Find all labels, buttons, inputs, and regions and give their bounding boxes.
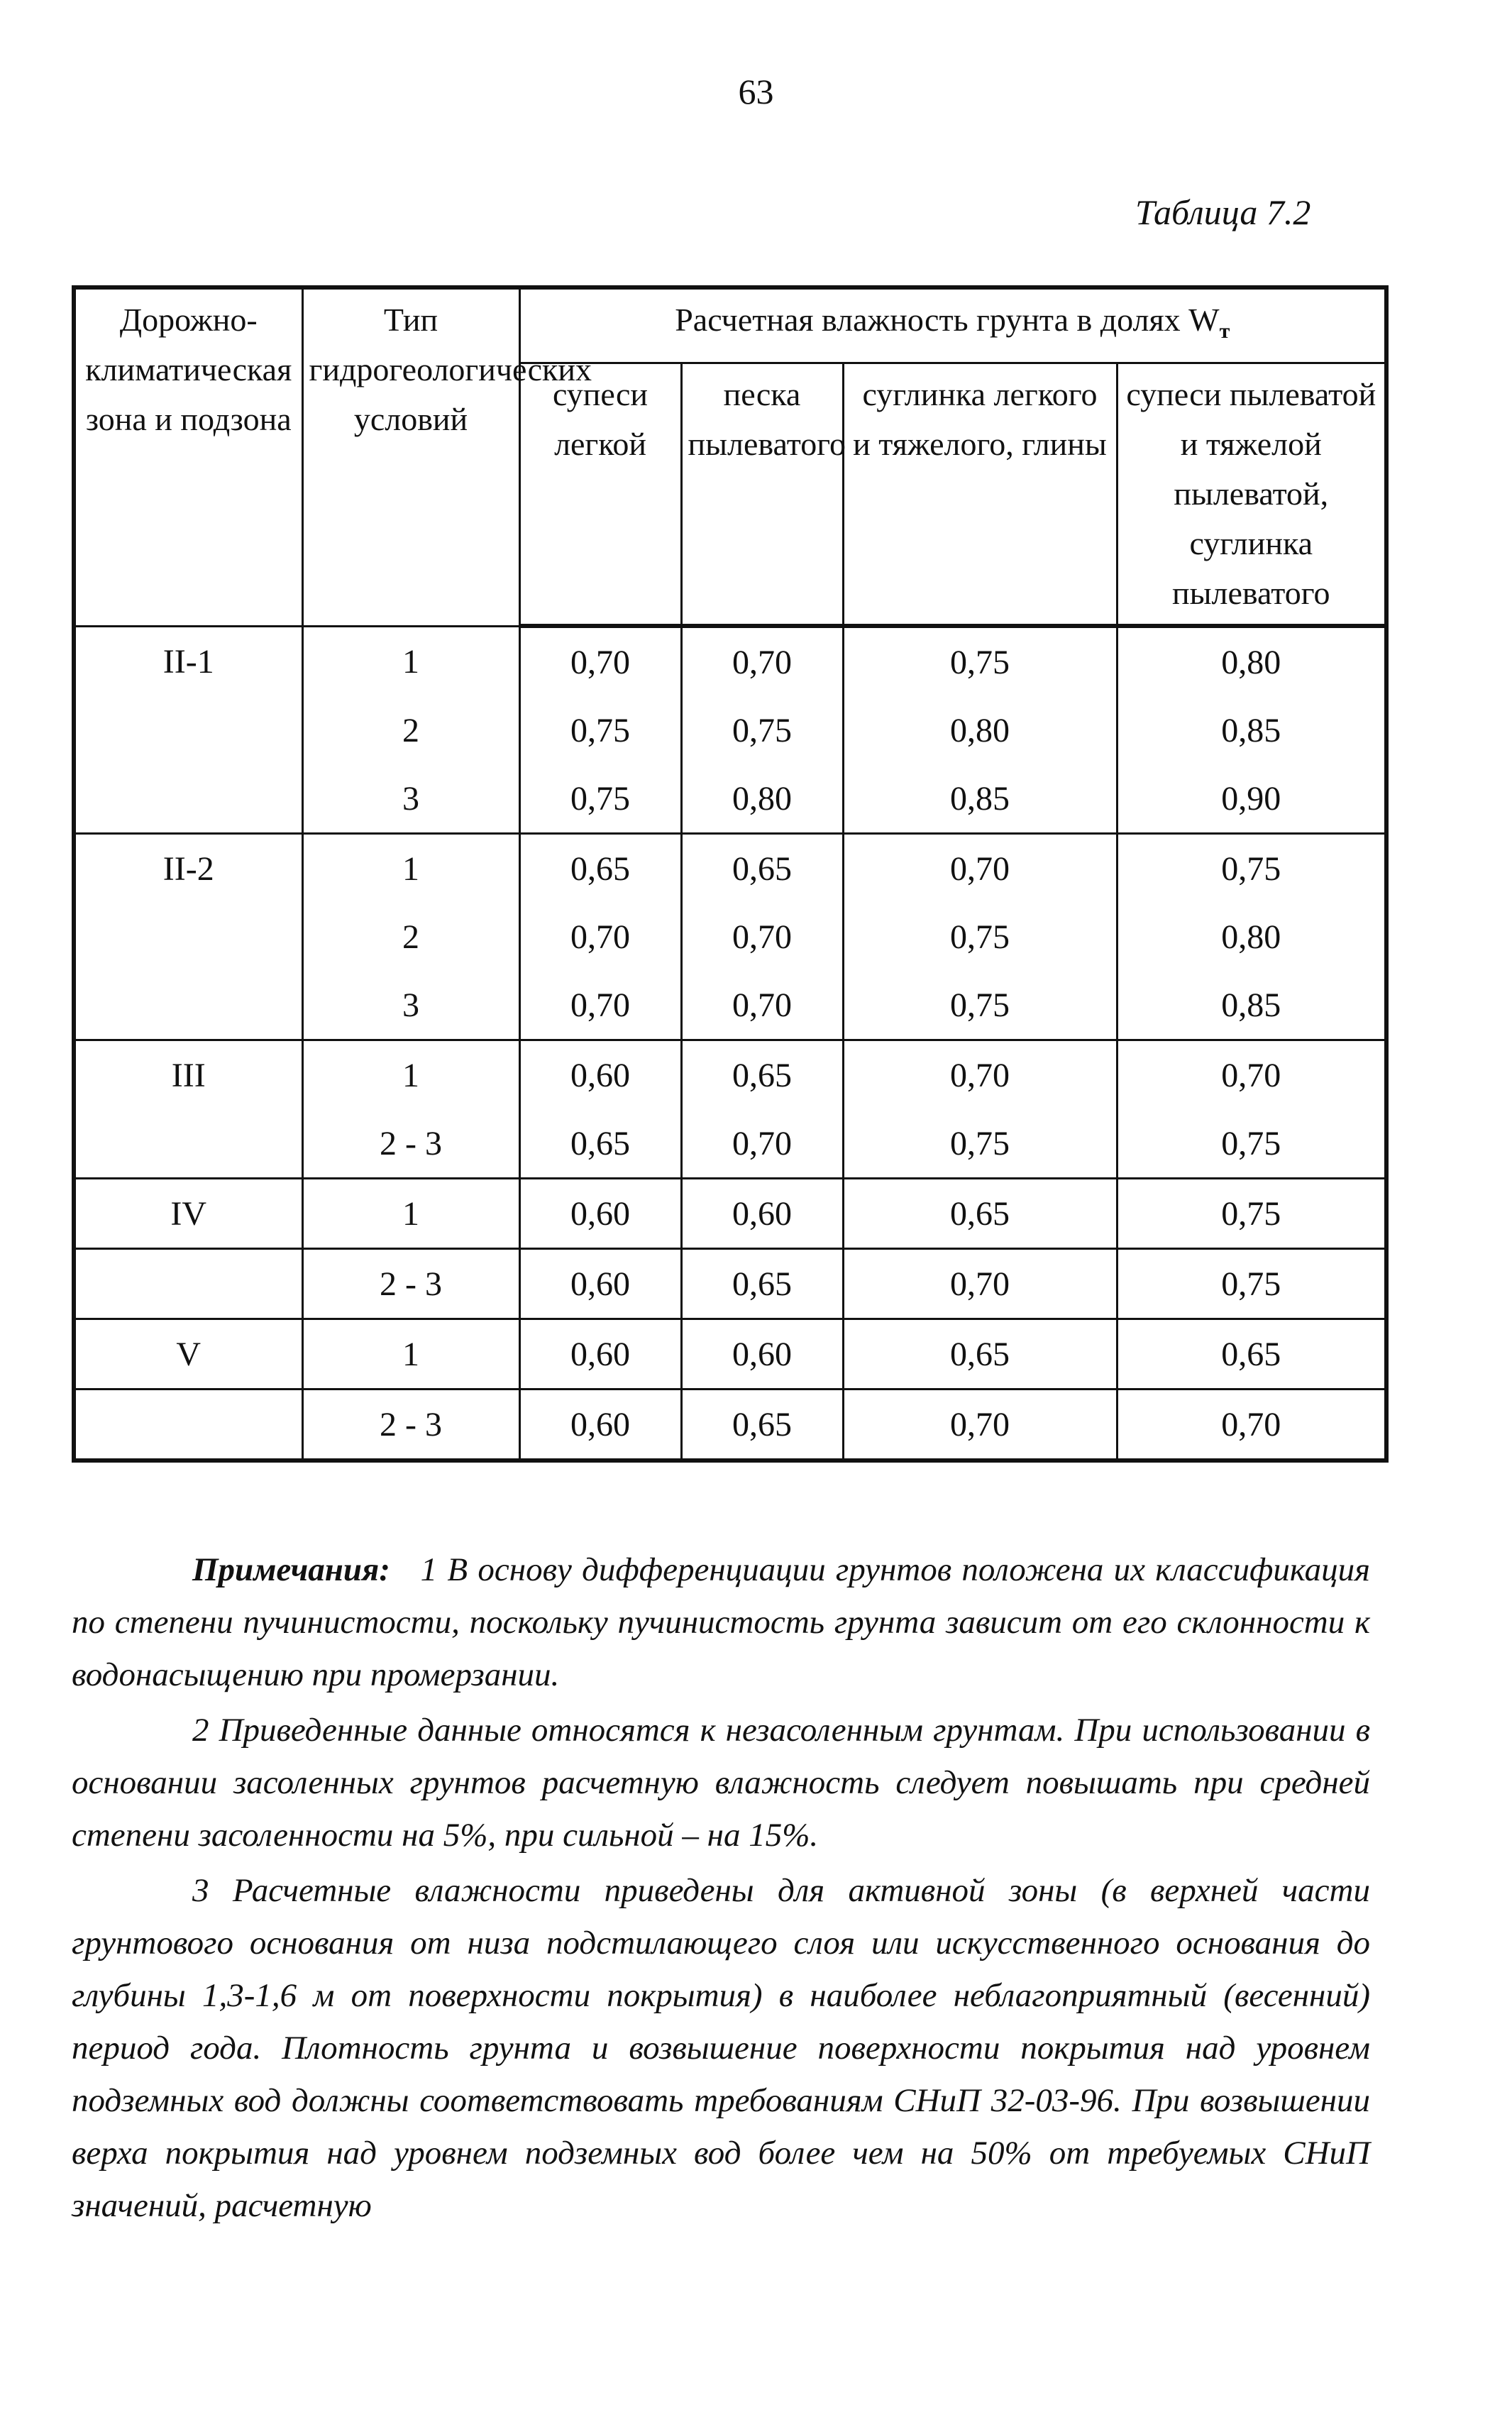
cell-hydro-type: 2 - 3 — [302, 1390, 519, 1461]
cell-sandy-loam-light: 0,65 — [519, 1109, 681, 1179]
cell-hydro-type: 1 — [302, 1179, 519, 1249]
cell-loam-clay: 0,75 — [843, 971, 1117, 1040]
cell-zone: II-1 — [74, 626, 302, 696]
cell-zone — [74, 764, 302, 834]
cell-sandy-loam-light: 0,70 — [519, 626, 681, 696]
cell-loam-clay: 0,70 — [843, 1249, 1117, 1319]
cell-silty-sand: 0,70 — [681, 626, 843, 696]
cell-hydro-type: 2 — [302, 696, 519, 764]
cell-sandy-loam-light: 0,60 — [519, 1390, 681, 1461]
cell-sandy-loam-light: 0,65 — [519, 834, 681, 903]
cell-sandy-loam-light: 0,60 — [519, 1319, 681, 1390]
note-1-text: 1 В основу дифференциации грунтов положена их классификация по степени пучинистости, поскольку пучинистость грунта зависит от его склонности к водонасыщению при промерзании. — [72, 1551, 1371, 1693]
table-row — [74, 1319, 1386, 1390]
cell-zone — [74, 1390, 302, 1461]
cell-zone: III — [74, 1040, 302, 1110]
cell-silty-sand: 0,65 — [681, 1249, 843, 1319]
cell-sandy-loam-light: 0,70 — [519, 903, 681, 971]
cell-silty-sandy-loam: 0,85 — [1117, 696, 1386, 764]
cell-zone: IV — [74, 1179, 302, 1249]
table-row — [74, 1109, 1386, 1179]
cell-loam-clay: 0,70 — [843, 1390, 1117, 1461]
cell-zone — [74, 1109, 302, 1179]
cell-loam-clay: 0,75 — [843, 1109, 1117, 1179]
cell-silty-sand: 0,65 — [681, 834, 843, 903]
header-zone: Дорожно-климатическая зона и подзона — [74, 287, 302, 626]
cell-silty-sandy-loam: 0,75 — [1117, 834, 1386, 903]
cell-silty-sand: 0,70 — [681, 903, 843, 971]
cell-silty-sand: 0,65 — [681, 1390, 843, 1461]
cell-loam-clay: 0,75 — [843, 626, 1117, 696]
cell-zone — [74, 696, 302, 764]
cell-zone: II-2 — [74, 834, 302, 903]
cell-zone — [74, 1249, 302, 1319]
cell-silty-sandy-loam: 0,75 — [1117, 1249, 1386, 1319]
cell-silty-sandy-loam: 0,80 — [1117, 903, 1386, 971]
cell-loam-clay: 0,70 — [843, 834, 1117, 903]
cell-sandy-loam-light: 0,75 — [519, 764, 681, 834]
cell-silty-sandy-loam: 0,70 — [1117, 1040, 1386, 1110]
cell-silty-sand: 0,75 — [681, 696, 843, 764]
cell-loam-clay: 0,65 — [843, 1319, 1117, 1390]
header-moisture-group — [519, 287, 1386, 363]
cell-sandy-loam-light: 0,60 — [519, 1040, 681, 1110]
cell-silty-sand: 0,70 — [681, 971, 843, 1040]
cell-hydro-type: 1 — [302, 1040, 519, 1110]
cell-loam-clay: 0,85 — [843, 764, 1117, 834]
cell-loam-clay: 0,80 — [843, 696, 1117, 764]
cell-loam-clay: 0,75 — [843, 903, 1117, 971]
notes-label: Примечания: — [192, 1551, 390, 1588]
cell-hydro-type: 1 — [302, 626, 519, 696]
table-row — [74, 1179, 1386, 1249]
cell-silty-sandy-loam: 0,70 — [1117, 1390, 1386, 1461]
cell-zone — [74, 971, 302, 1040]
cell-sandy-loam-light: 0,60 — [519, 1249, 681, 1319]
cell-silty-sandy-loam: 0,80 — [1117, 626, 1386, 696]
cell-hydro-type: 2 - 3 — [302, 1249, 519, 1319]
cell-hydro-type: 2 — [302, 903, 519, 971]
header-loam-clay: суглинка легкого и тяжелого, глины — [843, 363, 1117, 627]
cell-silty-sandy-loam: 0,65 — [1117, 1319, 1386, 1390]
cell-silty-sandy-loam: 0,75 — [1117, 1179, 1386, 1249]
cell-sandy-loam-light: 0,60 — [519, 1179, 681, 1249]
cell-silty-sand: 0,60 — [681, 1179, 843, 1249]
table-row — [74, 696, 1386, 764]
cell-silty-sand: 0,70 — [681, 1109, 843, 1179]
header-moisture-group-text: Расчетная влажность грунта в долях W — [675, 302, 1220, 338]
table-row — [74, 1390, 1386, 1461]
cell-zone: V — [74, 1319, 302, 1390]
table-row — [74, 903, 1386, 971]
notes — [72, 1544, 1370, 2235]
table-row — [74, 626, 1386, 696]
header-sandy-loam-light: супеси легкой — [519, 363, 681, 627]
cell-silty-sandy-loam: 0,90 — [1117, 764, 1386, 834]
cell-silty-sandy-loam: 0,85 — [1117, 971, 1386, 1040]
note-3: 3 Расчетные влажности приведены для активной зоны (в верхней части грунтового основания от низа подстилающего слоя или искусственного основания до глубины 1,3-1,6 м от поверхности покрытия) в наиболее неблагоприятный (весенний) период года. Плотность грунта и возвышение поверхности покрытия над уровнем подземных вод должны соответствовать требованиям СНиП 32-03-96. При возвышении верха покрытия над уровнем подземных вод более чем на 50% от требуемых СНиП значений, расчетную — [72, 1872, 1370, 2224]
header-silty-sandy-loam: супеси пылеватой и тяжелой пылеватой, суглинка пылеватого — [1117, 363, 1386, 627]
table-row — [74, 1040, 1386, 1110]
cell-hydro-type: 3 — [302, 764, 519, 834]
header-hydro-type: Тип гидрогеологических условий — [302, 287, 519, 626]
cell-hydro-type: 3 — [302, 971, 519, 1040]
cell-hydro-type: 1 — [302, 1319, 519, 1390]
cell-loam-clay: 0,65 — [843, 1179, 1117, 1249]
cell-silty-sand: 0,80 — [681, 764, 843, 834]
table-row — [74, 1249, 1386, 1319]
cell-loam-clay: 0,70 — [843, 1040, 1117, 1110]
cell-sandy-loam-light: 0,75 — [519, 696, 681, 764]
cell-silty-sand: 0,60 — [681, 1319, 843, 1390]
note-2: 2 Приведенные данные относятся к незасоленным грунтам. При использовании в основании засоленных грунтов расчетную влажность следует повышать при средней степени засоленности на 5%, при сильной – на 15%. — [72, 1712, 1370, 1854]
table-row — [74, 764, 1386, 834]
header-moisture-subscript: т — [1219, 319, 1230, 343]
cell-hydro-type: 1 — [302, 834, 519, 903]
cell-sandy-loam-light: 0,70 — [519, 971, 681, 1040]
note-1 — [72, 1544, 1370, 1701]
header-silty-sand: песка пылеватого — [681, 363, 843, 627]
table-body — [74, 626, 1386, 1460]
table-row — [74, 971, 1386, 1040]
page-number: 63 — [738, 72, 774, 111]
cell-silty-sandy-loam: 0,75 — [1117, 1109, 1386, 1179]
moisture-table — [72, 285, 1389, 1463]
table-caption: Таблица 7.2 — [1135, 192, 1311, 232]
cell-zone — [74, 903, 302, 971]
cell-hydro-type: 2 - 3 — [302, 1109, 519, 1179]
cell-silty-sand: 0,65 — [681, 1040, 843, 1110]
table-row — [74, 834, 1386, 903]
